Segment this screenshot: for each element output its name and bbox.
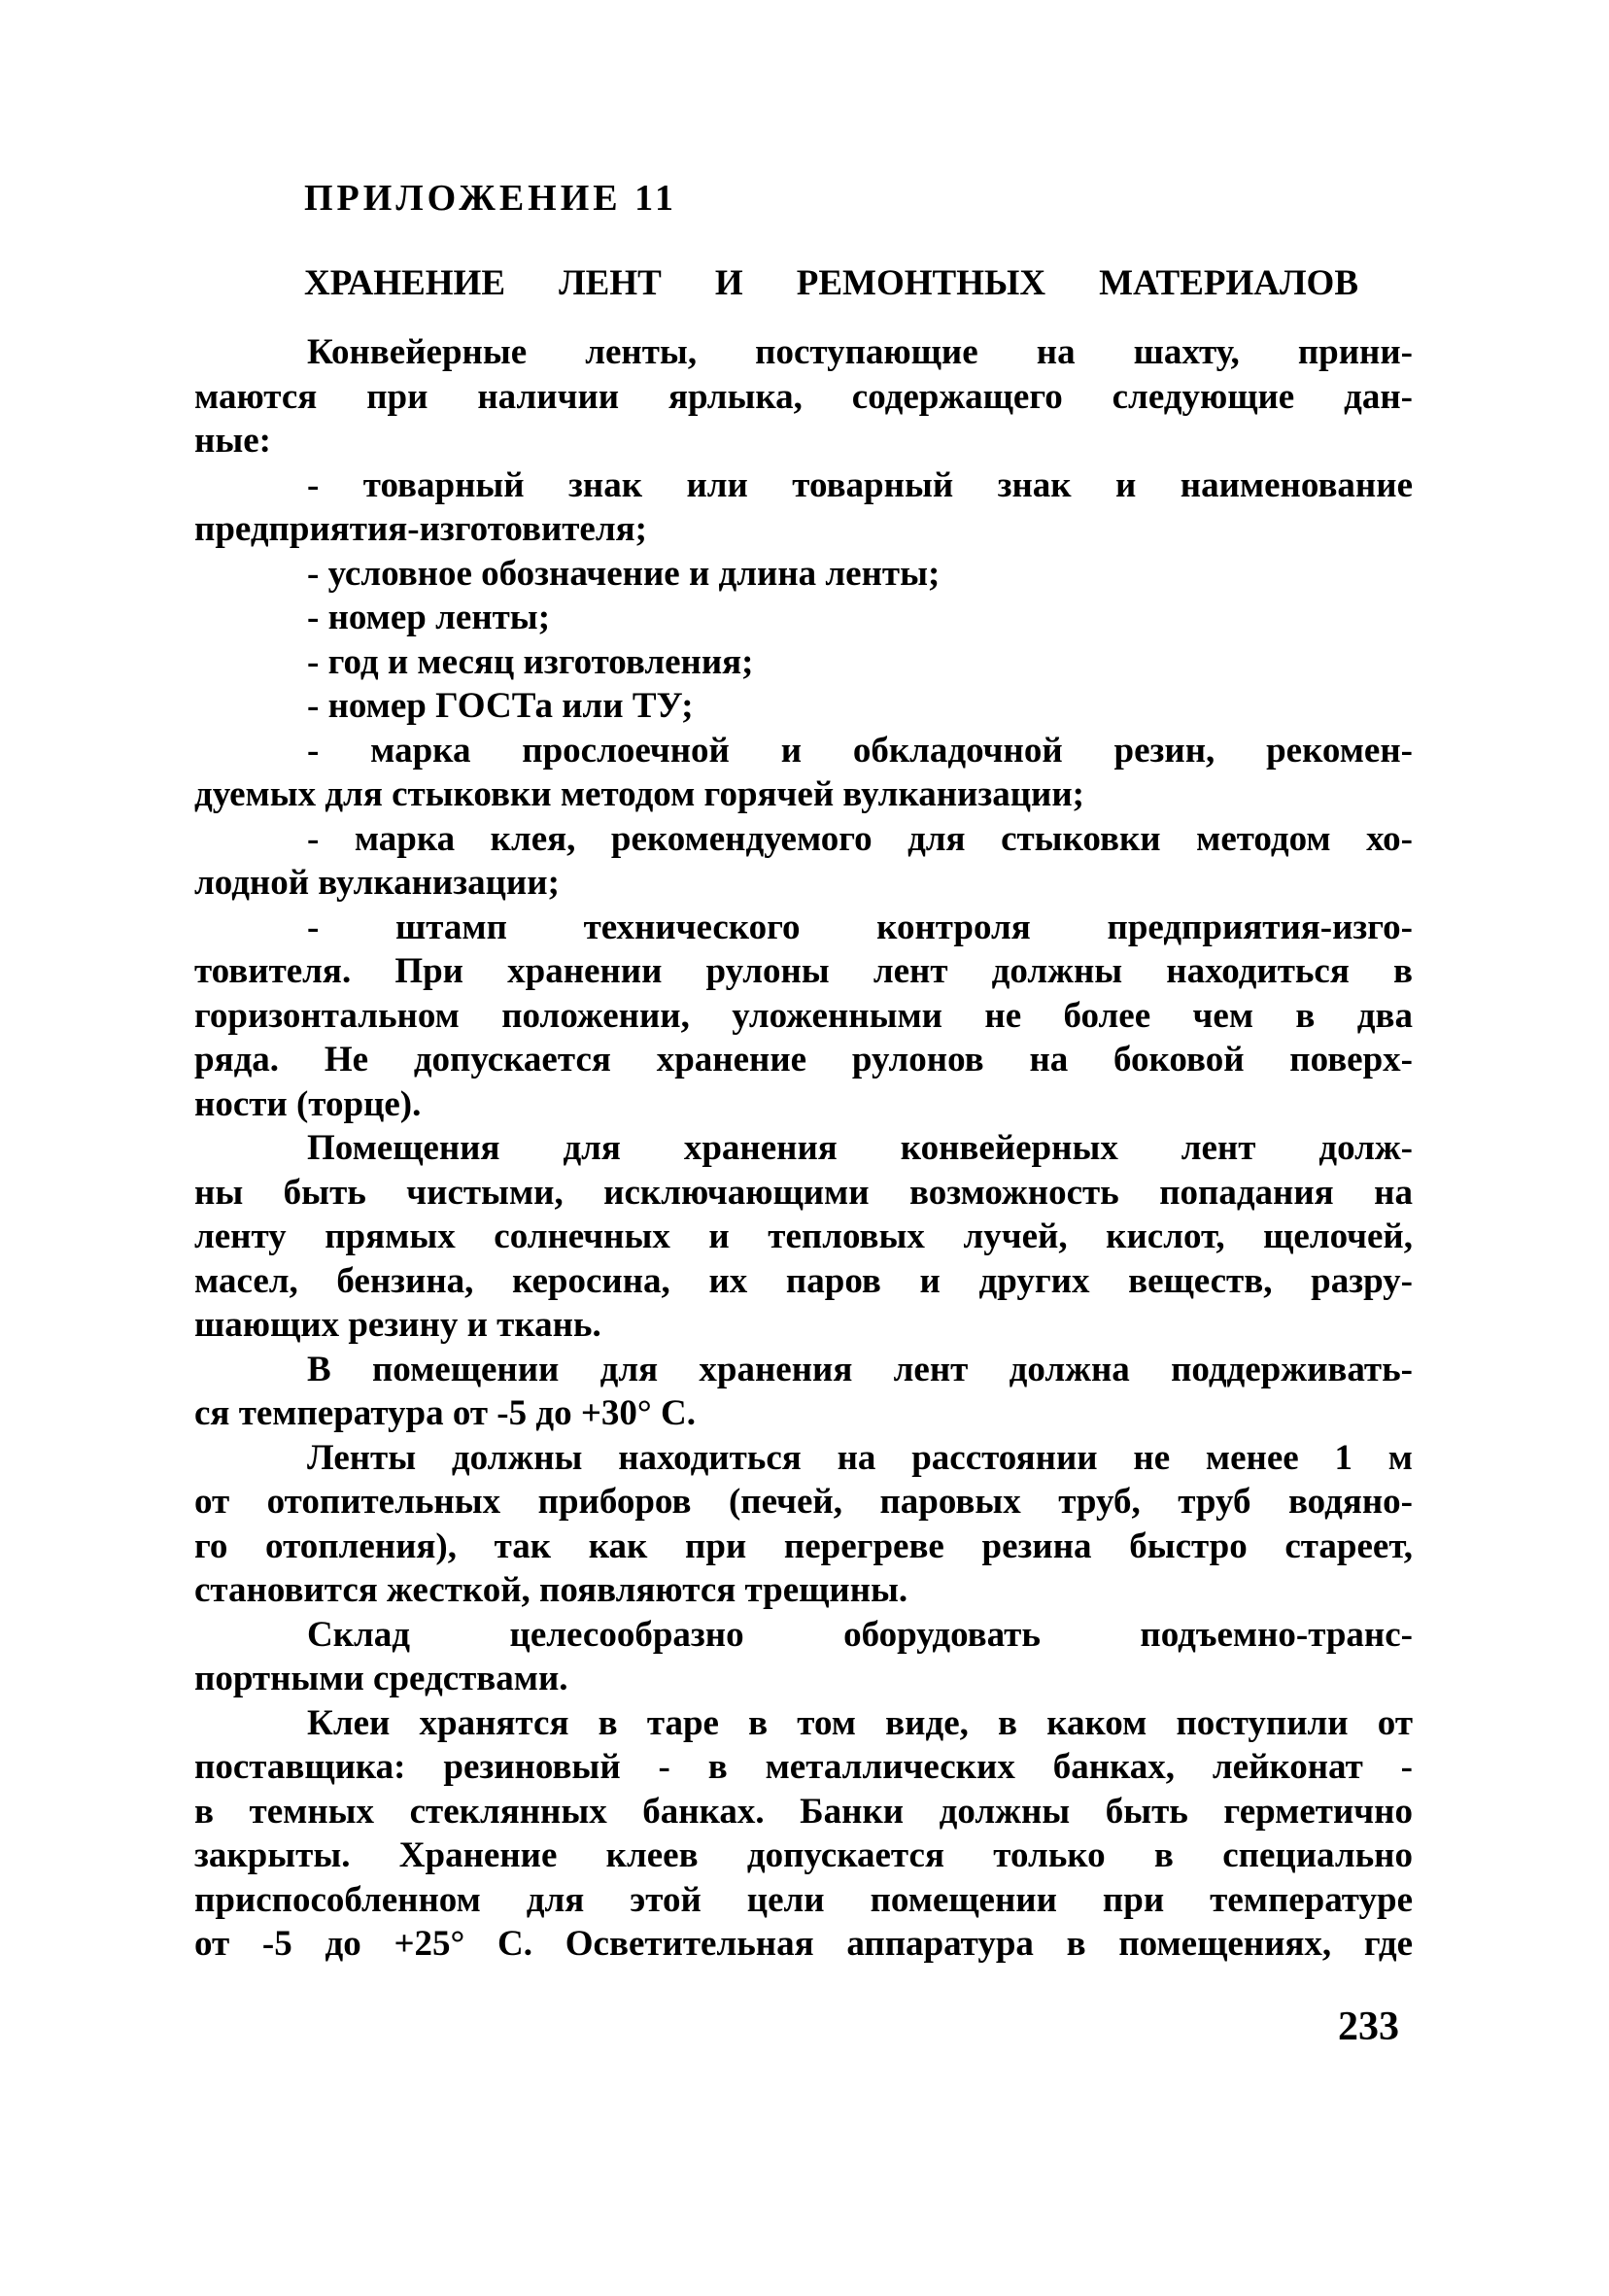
text-line: - год и месяц изготовления; [307, 641, 754, 682]
text-line: поставщика: резиновый - в металлических банках, лейконат - [194, 1747, 1413, 1787]
body-text [194, 330, 1413, 1967]
text-line: горизонтальном положении, уложенными не более чем в два [194, 995, 1413, 1036]
text-line: от отопительных приборов (печей, паровых труб, труб водяно- [194, 1482, 1413, 1522]
text-line: масел, бензина, керосина, их паров и других веществ, разру- [194, 1260, 1413, 1301]
text-line: Ленты должны находиться на расстоянии не менее 1 м [307, 1437, 1413, 1478]
text-line: - номер ленты; [307, 598, 551, 637]
text-line: Клеи хранятся в таре в том виде, в каком поступили от [307, 1702, 1413, 1743]
text-line: в темных стеклянных банках. Банки должны быть герметично [194, 1791, 1413, 1832]
text-line: го отопления), так как при перегреве резина быстро стареет, [194, 1525, 1413, 1566]
page-number: 233 [1338, 2005, 1399, 2049]
text-line: Помещения для хранения конвейерных лент долж- [307, 1128, 1413, 1168]
text-line: предприятия-изготовителя; [194, 509, 647, 549]
text-line: ны быть чистыми, исключающими возможность попадания на [194, 1172, 1413, 1213]
section-heading: ХРАНЕНИЕ ЛЕНТ И РЕМОНТНЫХ МАТЕРИАЛОВ [304, 263, 1358, 303]
text-line: В помещении для хранения лент должна поддерживать- [307, 1349, 1413, 1389]
text-line: - номер ГОСТа или ТУ; [307, 686, 694, 726]
text-line: портными средствами. [194, 1659, 568, 1698]
text-line: ные: [194, 421, 271, 461]
text-line: становится жесткой, появляются трещины. [194, 1570, 908, 1610]
text-line: ряда. Не допускается хранение рулонов на боковой поверх- [194, 1040, 1413, 1079]
text-line: - марка клея, рекомендуемого для стыковки методом хо- [307, 818, 1413, 859]
text-line: товителя. При хранении рулоны лент должны находиться в [194, 951, 1413, 991]
text-line: - условное обозначение и длина ленты; [307, 553, 941, 594]
text-line: от -5 до +25° С. Осветительная аппаратура в помещениях, где [194, 1924, 1413, 1964]
text-line: - штамп технического контроля предприятия-изго- [307, 907, 1413, 947]
text-line: дуемых для стыковки методом горячей вулканизации; [194, 774, 1084, 814]
text-line: Конвейерные ленты, поступающие на шахту, прини- [307, 332, 1413, 372]
text-line: ленту прямых солнечных и тепловых лучей, кислот, щелочей, [194, 1217, 1413, 1256]
text-line: - товарный знак или товарный знак и наименование [307, 464, 1413, 505]
text-line: закрыты. Хранение клеев допускается только в специально [194, 1835, 1413, 1875]
text-line: приспособленном для этой цели помещении при температуре [194, 1879, 1413, 1920]
text-line: шающих резину и ткань. [194, 1305, 601, 1345]
text-line: ности (торце). [194, 1083, 422, 1124]
text-line: - марка прослоечной и обкладочной резин, рекомен- [307, 730, 1413, 771]
text-line: лодной вулканизации; [194, 863, 560, 903]
text-line: маются при наличии ярлыка, содержащего следующие дан- [194, 376, 1413, 417]
text-line: Склад целесообразно оборудовать подъемно-транс- [307, 1614, 1413, 1655]
text-line: ся температура от -5 до +30° С. [194, 1393, 696, 1433]
appendix-label: ПРИЛОЖЕНИЕ 11 [304, 178, 678, 219]
